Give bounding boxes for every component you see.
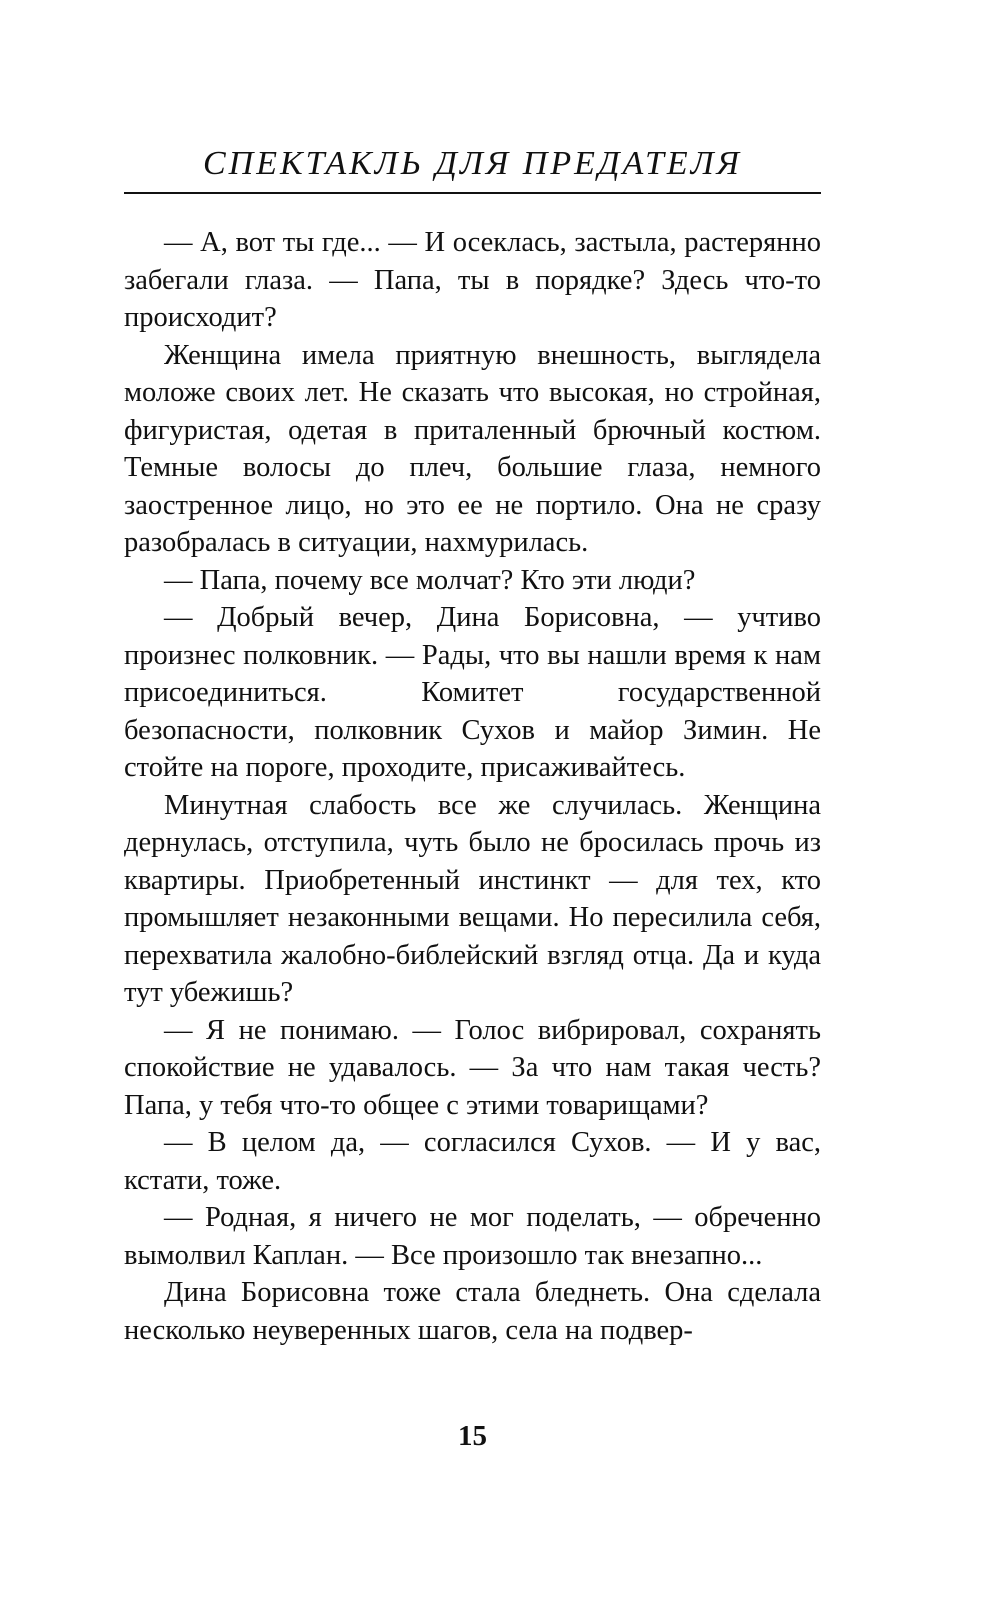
paragraph-2: Женщина имела приятную внешность, выглядела моложе своих лет. Не сказать что высокая, но стройная, фигуристая, одетая в приталенный брючный костюм. Темные волосы до плеч, большие глаза, немного заостренное лицо, но это ее не портило. Она не сразу разобралась в ситуации, нахмурилась.	[124, 339, 821, 558]
paragraph-7: — В целом да, — согласился Сухов. — И у вас, кстати, тоже.	[124, 1127, 821, 1196]
running-title: СПЕКТАКЛЬ ДЛЯ ПРЕДАТЕЛЯ	[202, 145, 743, 182]
paragraph-6: — Я не понимаю. — Голос вибрировал, сохранять спокойствие не удавалось. — За что нам такая честь? Папа, у тебя что-то общее с этими товарищами?	[124, 1014, 821, 1121]
paragraph-9: Дина Борисовна тоже стала бледнеть. Она сделала несколько неуверенных шагов, села на подвер-	[124, 1277, 821, 1346]
page-number: 15	[458, 1420, 487, 1452]
running-header	[124, 140, 821, 194]
page-body	[124, 224, 821, 1349]
header-divider	[124, 192, 821, 194]
paragraph-3: — Папа, почему все молчат? Кто эти люди?	[164, 564, 696, 596]
paragraph-4: — Добрый вечер, Дина Борисовна, — учтиво произнес полковник. — Рады, что вы нашли время к нам присоединиться. Комитет государственной безопасности, полковник Сухов и майор Зимин. Не стойте на пороге, проходите, присаживайтесь.	[124, 602, 821, 783]
paragraph-8: — Родная, я ничего не мог поделать, — обреченно вымолвил Каплан. — Все произошло так внезапно...	[124, 1202, 821, 1271]
paragraph-1: — А, вот ты где... — И осеклась, застыла, растерянно забегали глаза. — Папа, ты в порядке? Здесь что-то происходит?	[124, 227, 821, 333]
paragraph-5: Минутная слабость все же случилась. Женщина дернулась, отступила, чуть было не бросилась прочь из квартиры. Приобретенный инстинкт — для тех, кто промышляет незаконными вещами. Но пересилила себя, перехватила жалобно-библейский взгляд отца. Да и куда тут убежишь?	[124, 789, 821, 1008]
